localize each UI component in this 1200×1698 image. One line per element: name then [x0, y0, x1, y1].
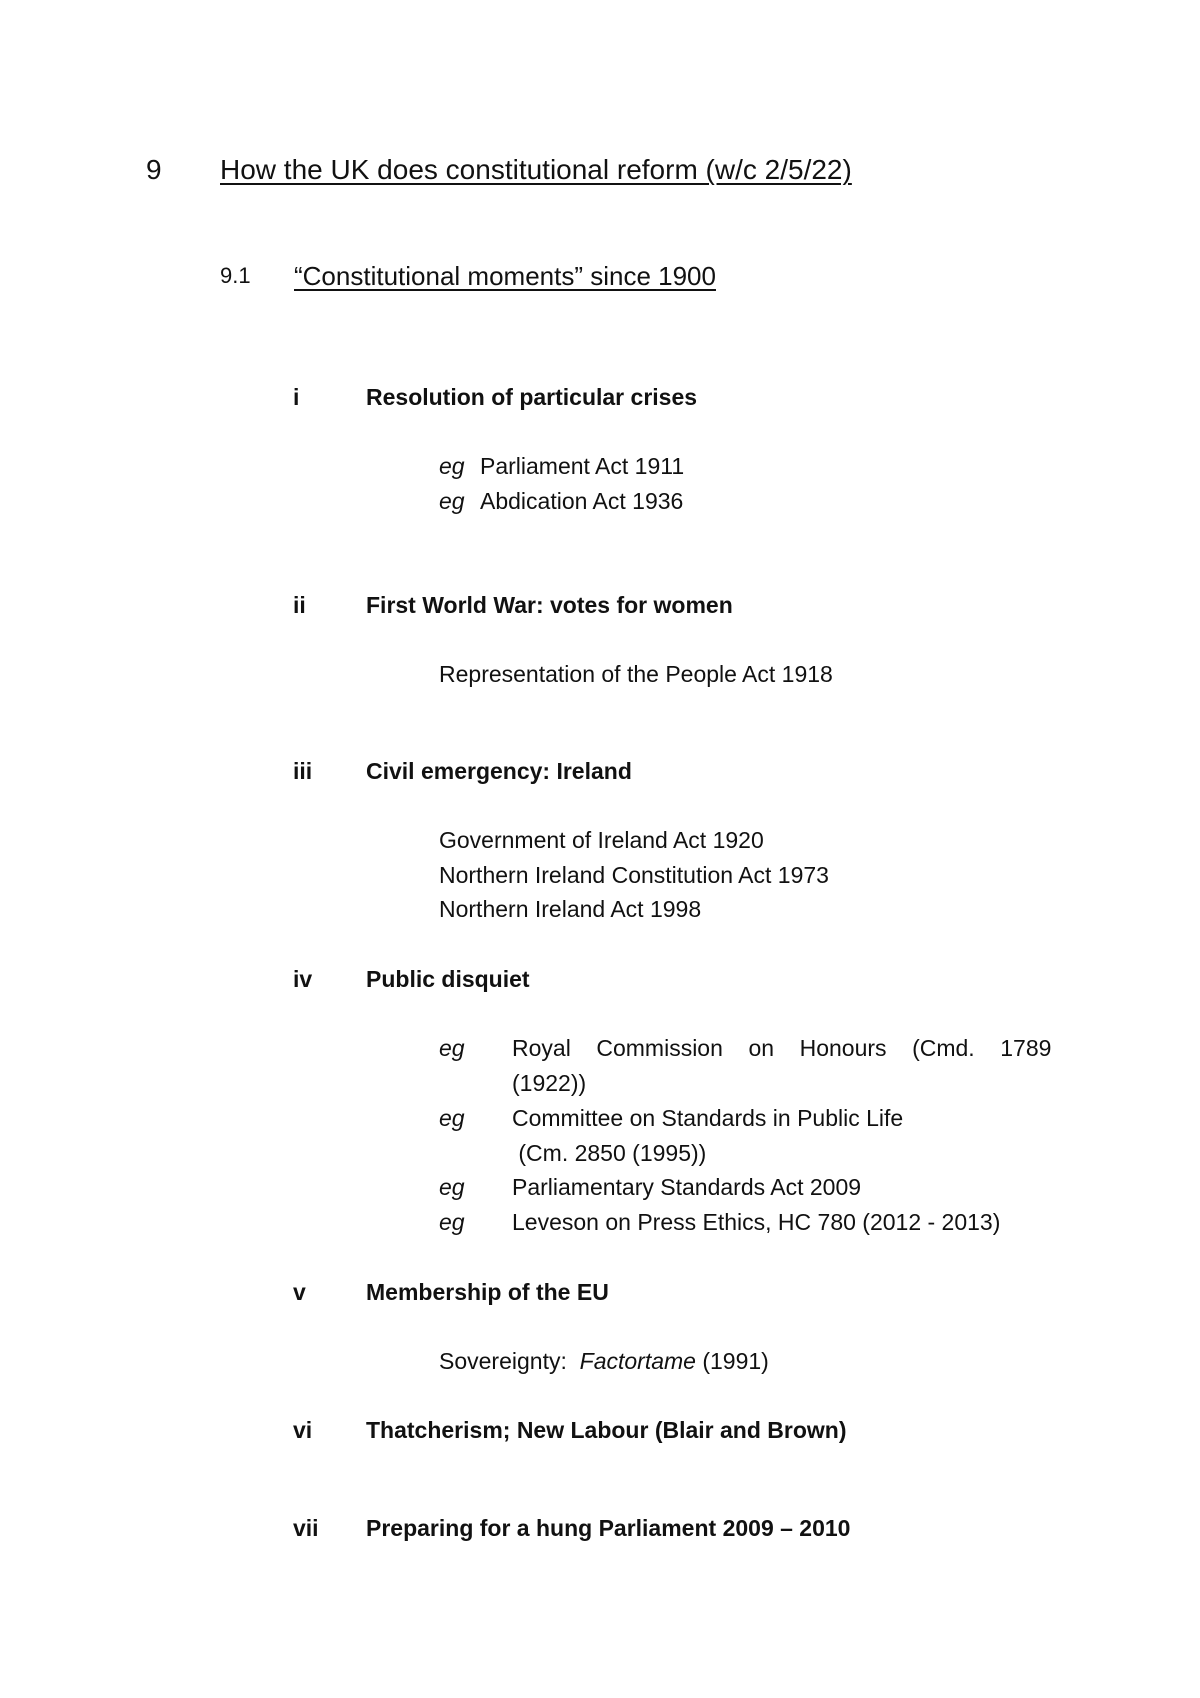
section-numeral: vii	[293, 1515, 319, 1541]
eg-prefix: eg	[439, 1209, 465, 1235]
subheading-title	[294, 263, 716, 289]
heading-number: 9	[146, 154, 162, 185]
section-numeral: i	[293, 384, 300, 410]
list-item	[439, 1350, 769, 1373]
list-item: Leveson on Press Ethics, HC 780 (2012 - 2013)	[512, 1209, 1001, 1235]
section-title: Membership of the EU	[366, 1279, 609, 1305]
list-item: Committee on Standards in Public Life	[512, 1105, 904, 1131]
list-item: Parliament Act 1911	[480, 453, 685, 479]
eg-prefix: eg	[439, 1174, 465, 1200]
item-text-before: Sovereignty:	[439, 1348, 580, 1374]
list-item-continuation: (Cm. 2850 (1995))	[512, 1140, 707, 1166]
subheading-title-text: “Constitutional moments” since 1900	[294, 261, 716, 291]
heading-title-text: How the UK does constitutional reform (w/c 2/5/22)	[220, 154, 852, 185]
case-name: Factortame	[579, 1348, 696, 1374]
list-item: Northern Ireland Constitution Act 1973	[439, 862, 829, 888]
section-numeral: iv	[293, 966, 313, 992]
list-item: Royal Commission on Honours (Cmd. 1789	[512, 1035, 1052, 1061]
list-item: Northern Ireland Act 1998	[439, 896, 702, 922]
list-item: Abdication Act 1936	[480, 488, 684, 514]
list-item: Representation of the People Act 1918	[439, 661, 833, 687]
section-numeral: v	[293, 1279, 306, 1305]
section-numeral: ii	[293, 592, 306, 618]
section-title: Resolution of particular crises	[366, 384, 698, 410]
item-text-after: (1991)	[695, 1348, 769, 1374]
eg-prefix: eg	[439, 1105, 465, 1131]
eg-prefix: eg	[439, 453, 465, 479]
section-title: Preparing for a hung Parliament 2009 – 2010	[366, 1515, 851, 1541]
section-numeral: vi	[293, 1417, 313, 1443]
subheading-number: 9.1	[220, 263, 251, 288]
section-title: First World War: votes for women	[366, 592, 733, 618]
list-item-continuation: (1922))	[512, 1070, 587, 1096]
list-item: Parliamentary Standards Act 2009	[512, 1174, 862, 1200]
section-title: Thatcherism; New Labour (Blair and Brown)	[366, 1417, 847, 1443]
list-item: Government of Ireland Act 1920	[439, 827, 764, 853]
section-numeral: iii	[293, 758, 313, 784]
section-title: Civil emergency: Ireland	[366, 758, 632, 784]
eg-prefix: eg	[439, 488, 465, 514]
section-title: Public disquiet	[366, 966, 530, 992]
eg-prefix: eg	[439, 1035, 465, 1061]
heading-title	[220, 156, 852, 184]
